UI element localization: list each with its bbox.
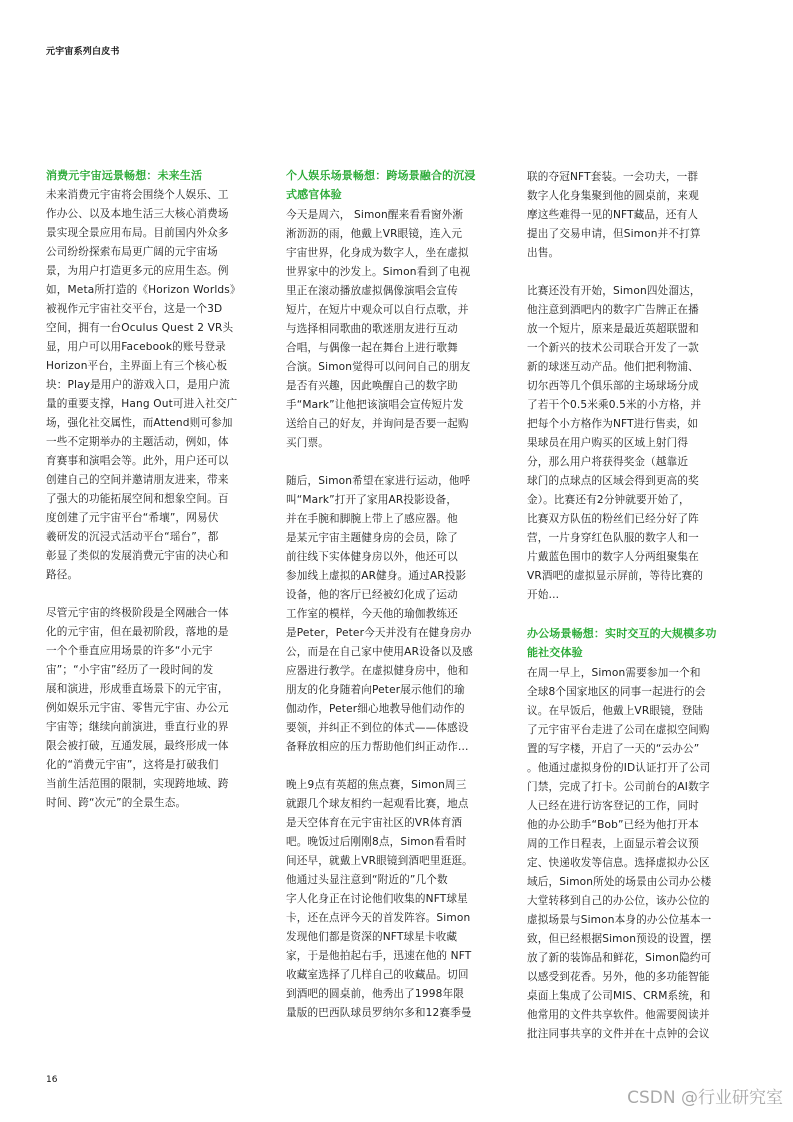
- watermark: CSDN @行业研究室: [627, 1088, 783, 1108]
- paragraph: 尽管元宇宙的终极阶段是全网融合一体 化的元宇宙，但在最初阶段，落地的是 一个个垂直应用场景的许多“小元宇 宙”；“小宇宙”经历了一段时间的发 展和演进，形成垂直场景下的元宇宙， 例如娱乐元宇宙、零售元宇宙、办公元 宇宙等；继续向前演进，垂直行业的界 限会被打破，互通发展，最终形成一体 化的“消费元宇宙”，这将是打破我们 当前生活范围的限制，实现跨地域、跨 时间、跨“次元”的全景生态。: [46, 607, 229, 809]
- section-heading-consumer-metaverse: 消费元宇宙远景畅想：未来生活: [46, 169, 203, 182]
- column-1: [46, 166, 266, 813]
- paragraph: 晚上9点有英超的焦点赛，Simon周三 就跟几个球友相约一起观看比赛，地点 是天空体育在元宇宙社区的VR体育酒 吧。晚饭过后刚刚8点，Simon看看时 间还早，就戴上VR眼镜到酒吧里逛逛。 他通过头显注意到“附近的”几个数 字人化身正在讨论他们收集的NFT球星 卡，还在点评今天的首发阵容。Simon 发现他们都是资深的NFT球星卡收藏 家，于是他拍起右手，迅速在他的 NFT 收藏室选择了几样自己的收藏品。切回 到酒吧的圆桌前，他秀出了1998年限 量版的巴西队球员罗纳尔多和12赛季曼: [286, 779, 473, 1019]
- document-header: 元宇宙系列白皮书: [46, 47, 120, 57]
- paragraph: 随后，Simon希望在家进行运动，他呼 叫“Mark”打开了家用AR投影设备， 并在手腕和脚腕上带上了感应器。他 是某元宇宙主题健身房的会员，除了 前往线下实体健身房以外，他还可以 参加线上虚拟的AR健身。通过AR投影 设备，他的客厅已经被幻化成了运动 工作室的模样，今天他的瑜伽教练还 是Peter，Peter今天并没有在健身房办 公，而是在自己家中使用AR设备以及感 应器进行教学。在虚拟健身房中，他和 朋友的化身随着向Peter展示他们的瑜 伽动作，Peter细心地教导他们动作的 要领，并纠正不到位的体式——体感设 备释放相应的压力帮助他们纠正动作…: [286, 475, 473, 753]
- column-3: [527, 168, 747, 1044]
- section-heading-entertainment: 个人娱乐场景畅想：跨场景融合的沉浸 式感官体验: [286, 169, 476, 201]
- paragraph: 今天是周六， Simon醒来看看窗外淅 淅沥沥的雨，他戴上VR眼镜，连入元 宇宙世界，化身成为数字人，坐在虚拟 世界家中的沙发上。Simon看到了电视 里正在滚动播放虚拟偶像演唱会宣传 短片，在短片中观众可以自行点歌，并 与选择相同歌曲的歌迷朋友进行互动 合唱，与偶像一起在舞台上进行歌舞 合演。Simon觉得可以问问自己的朋友 是否有兴趣，因此唤醒自己的数字助 手“Mark”让他把该演唱会宣传短片发 送给自己的好友，并询问是否要一起购 买门票。: [286, 209, 471, 449]
- paragraph: 比赛还没有开始，Simon四处溜达， 他注意到酒吧内的数字广告牌正在播 放一个短片，原来是最近英超联盟和 一个新兴的技术公司联合开发了一款 新的球迷互动产品。他们把利物浦、 切尔西等几个俱乐部的主场球场分成 了若干个0.5米乘0.5米的小方格，并 把每个小方格作为NFT进行售卖，如 果球员在用户购买的区域上射门得 分，那么用户将获得奖金（越靠近 球门的点球点的区域会得到更高的奖 金）。比赛还有2分钟就要开始了， 比赛双方队伍的粉丝们已经分好了阵 营，一片身穿红色队服的数字人和一 片戴蓝色围巾的数字人分两组聚集在 VR酒吧的虚拟显示屏前，等待比赛的 开始…: [527, 285, 704, 601]
- paragraph: 未来消费元宇宙将会围绕个人娱乐、工 作办公、以及本地生活三大核心消费场 景实现全景应用布局。目前国内外众多 公司纷纷探索布局更广阔的元宇宙场 景，为用户打造更多元的应用生态。例 如，Meta所打造的《Horizon Worlds》 被视作元宇宙社交平台，这是一个3D 空间，拥有一台Oculus Quest 2 VR头 显，用户可以用Facebook的账号登录 Horizon平台，主界面上有三个核心板 块：Play是用户的游戏入口，是用户流 量的重要支撑，Hang Out可进入社交广 场，强化社交属性，而Attend则可参加 一些不定期举办的主题活动，例如，体 育赛事和演唱会等。此外，用户还可以 创建自己的空间并邀请朋友进来，带来 了强大的功能拓展空间和想象空间。百 度创建了元宇宙平台“希壤”，网易伏 羲研发的沉浸式活动平台“瑶台”，都 彰显了类似的发展消费元宇宙的决心和 路径。: [46, 189, 241, 581]
- paragraph: 联的夺冠NFT套装。一会功夫，一群 数字人化身集聚到他的圆桌前，来观 摩这些难得一见的NFT藏品，还有人 提出了交易申请，但Simon并不打算 出售。: [527, 171, 701, 259]
- column-2: [286, 166, 506, 1023]
- section-heading-office: 办公场景畅想：实时交互的大规模多功 能社交体验: [527, 627, 717, 659]
- page-number: 16: [46, 1075, 58, 1085]
- paragraph: 在周一早上，Simon需要参加一个和 全球8个国家地区的同事一起进行的会 议。在早饭后，他戴上VR眼镜，登陆 了元宇宙平台走进了公司在虚拟空间购 置的写字楼，开启了一天的“云办公” 。他通过虚拟身份的ID认证打开了公司 门禁，完成了打卡。公司前台的AI数字 人已经在进行访客登记的工作，同时 他的办公助手“Bob”已经为他打开本 周的工作日程表，上面显示着会议预 定、快递收发等信息。选择虚拟办公区 域后，Simon所处的场景由公司办公楼 大堂转移到自己的办公位，该办公位的 虚拟场景与Simon本身的办公位基本一 致，但已经根据Simon预设的设置，摆 放了新的装饰品和鲜花，Simon隐约可 以感受到花香。另外，他的多功能智能 桌面上集成了公司MIS、CRM系统，和 他常用的文件共享软件。他需要阅读并 批注同事共享的文件并在十点钟的会议: [527, 667, 712, 1040]
